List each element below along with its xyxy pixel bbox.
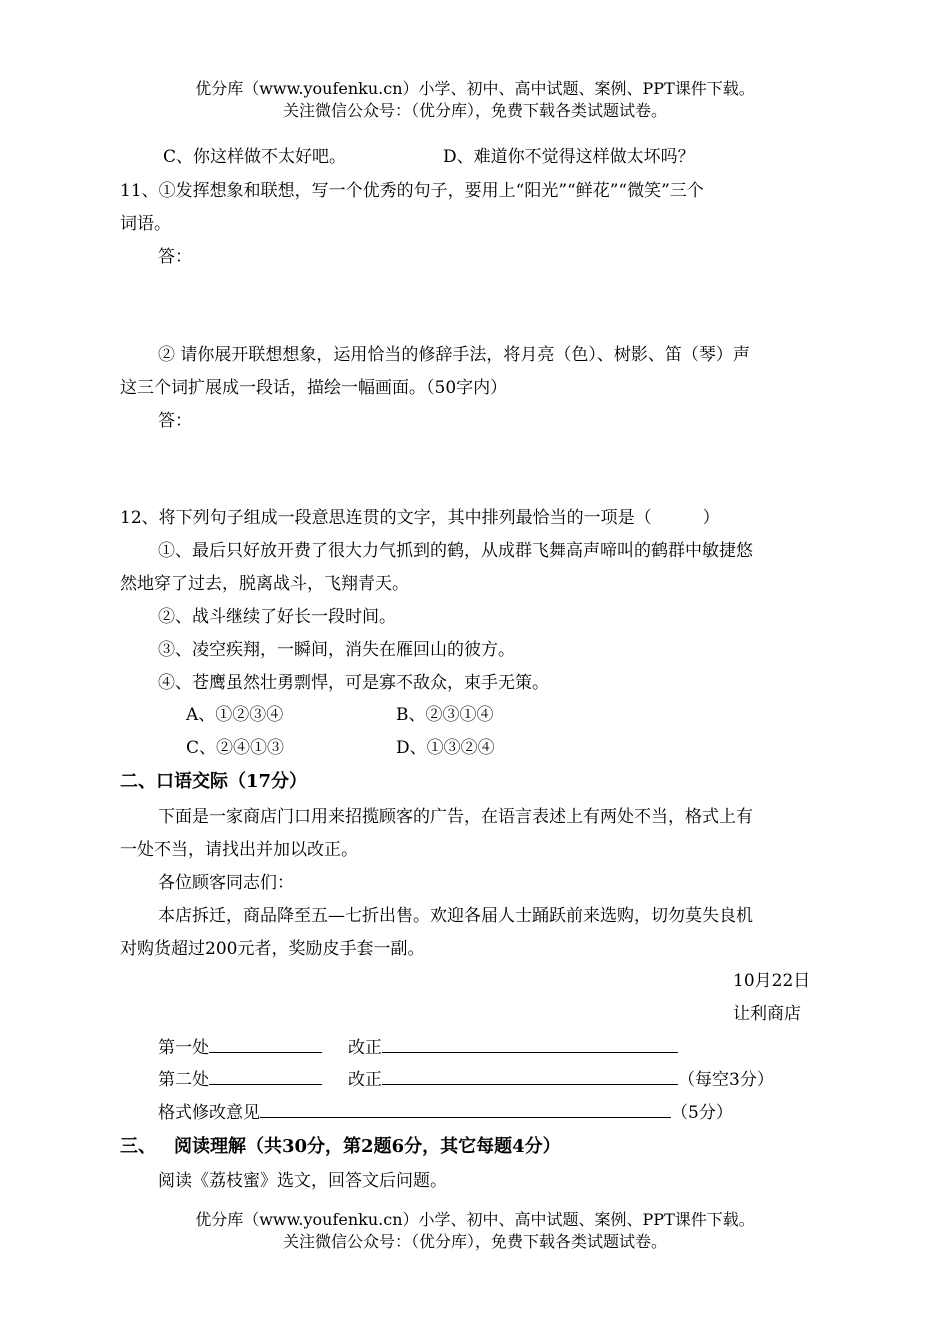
ad-body-line1: 本店拆迁，商品降至五—七折出售。欢迎各届人士踊跃前来选购，切勿莫失良机	[158, 906, 753, 926]
section2-intro-line1: 下面是一家商店门口用来招揽顾客的广告，在语言表述上有两处不当，格式上有	[158, 807, 753, 827]
q12-option-c: C、②④①③	[186, 738, 285, 758]
section3-title-num: 三、	[120, 1136, 156, 1157]
q12-option-b: B、②③①④	[396, 705, 494, 725]
header-line-2: 关注微信公众号：（优分库），免费下载各类试题试卷。	[282, 101, 667, 120]
header-line-1: 优分库（www.youfenku.cn）小学、初中、高中试题、案例、PPT课件下载。	[195, 79, 755, 98]
q12-sentence-2: ②、战斗继续了好长一段时间。	[158, 607, 396, 627]
section2-intro-line2: 一处不当，请找出并加以改正。	[120, 840, 358, 860]
fill-row-2-fix	[348, 1068, 774, 1091]
q12-sentence-1-line1: ①、最后只好放开费了很大力气抓到的鹤，从成群飞舞高声啼叫的鹤群中敏捷悠	[158, 541, 753, 561]
fill2-blank[interactable]	[209, 1068, 322, 1085]
ad-signature: 让利商店	[733, 1004, 801, 1024]
section3-intro: 阅读《荔枝蜜》选文，回答文后问题。	[158, 1171, 447, 1191]
fill3-blank[interactable]	[260, 1101, 671, 1118]
fill-row-1-fix	[348, 1036, 678, 1059]
fill1-fix-blank[interactable]	[382, 1036, 678, 1053]
q11-part1-line2: 词语。	[120, 214, 171, 234]
q11-part2-line2: 这三个词扩展成一段话，描绘一幅画面。（50字内）	[120, 378, 508, 398]
section3-title-text: 阅读理解（共30分，第2题6分，其它每题4分）	[174, 1136, 561, 1157]
fill-row-2	[158, 1068, 322, 1091]
section2-title: 二、口语交际（17分）	[120, 771, 308, 792]
q11-part2-line1: ② 请你展开联想想象，运用恰当的修辞手法，将月亮（色）、树影、笛（琴）声	[158, 345, 750, 365]
ad-body-line2: 对购货超过200元者，奖励皮手套一副。	[120, 939, 425, 959]
fill2-fix-label: 改正	[348, 1070, 382, 1090]
fill-row-3	[158, 1101, 733, 1124]
footer-line-2: 关注微信公众号：（优分库），免费下载各类试题试卷。	[282, 1232, 667, 1251]
q12-stem: 12、将下列句子组成一段意思连贯的文字，其中排列最恰当的一项是（ ）	[120, 508, 720, 528]
q11-part1-line1: 11、①发挥想象和联想，写一个优秀的句子，要用上“阳光”“鲜花”“微笑”三个	[120, 181, 704, 201]
q12-sentence-4: ④、苍鹰虽然壮勇剽悍，可是寡不敌众，束手无策。	[158, 673, 549, 693]
q12-sentence-1-line2: 然地穿了过去，脱离战斗，飞翔青天。	[120, 574, 409, 594]
fill2-score: （每空3分）	[678, 1070, 774, 1090]
fill1-label: 第一处	[158, 1038, 209, 1058]
q10-option-c: C、你这样做不太好吧。	[163, 147, 347, 167]
q11-answer1-label: 答：	[158, 247, 192, 267]
fill2-fix-blank[interactable]	[382, 1068, 678, 1085]
footer-line-1: 优分库（www.youfenku.cn）小学、初中、高中试题、案例、PPT课件下载。	[195, 1210, 755, 1229]
section3-title	[120, 1136, 561, 1158]
q12-option-d: D、①③②④	[396, 738, 495, 758]
q10-option-d: D、难道你不觉得这样做太坏吗？	[443, 147, 695, 167]
fill1-fix-label: 改正	[348, 1038, 382, 1058]
q12-option-a: A、①②③④	[186, 705, 284, 725]
ad-date: 10月22日	[733, 971, 811, 991]
fill3-label: 格式修改意见	[158, 1103, 260, 1123]
q11-answer2-label: 答：	[158, 411, 192, 431]
fill-row-1	[158, 1036, 322, 1059]
fill2-label: 第二处	[158, 1070, 209, 1090]
q12-sentence-3: ③、凌空疾翔，一瞬间，消失在雁回山的彼方。	[158, 640, 515, 660]
ad-greeting: 各位顾客同志们：	[158, 873, 294, 893]
fill1-blank[interactable]	[209, 1036, 322, 1053]
fill3-score: （5分）	[671, 1103, 733, 1123]
